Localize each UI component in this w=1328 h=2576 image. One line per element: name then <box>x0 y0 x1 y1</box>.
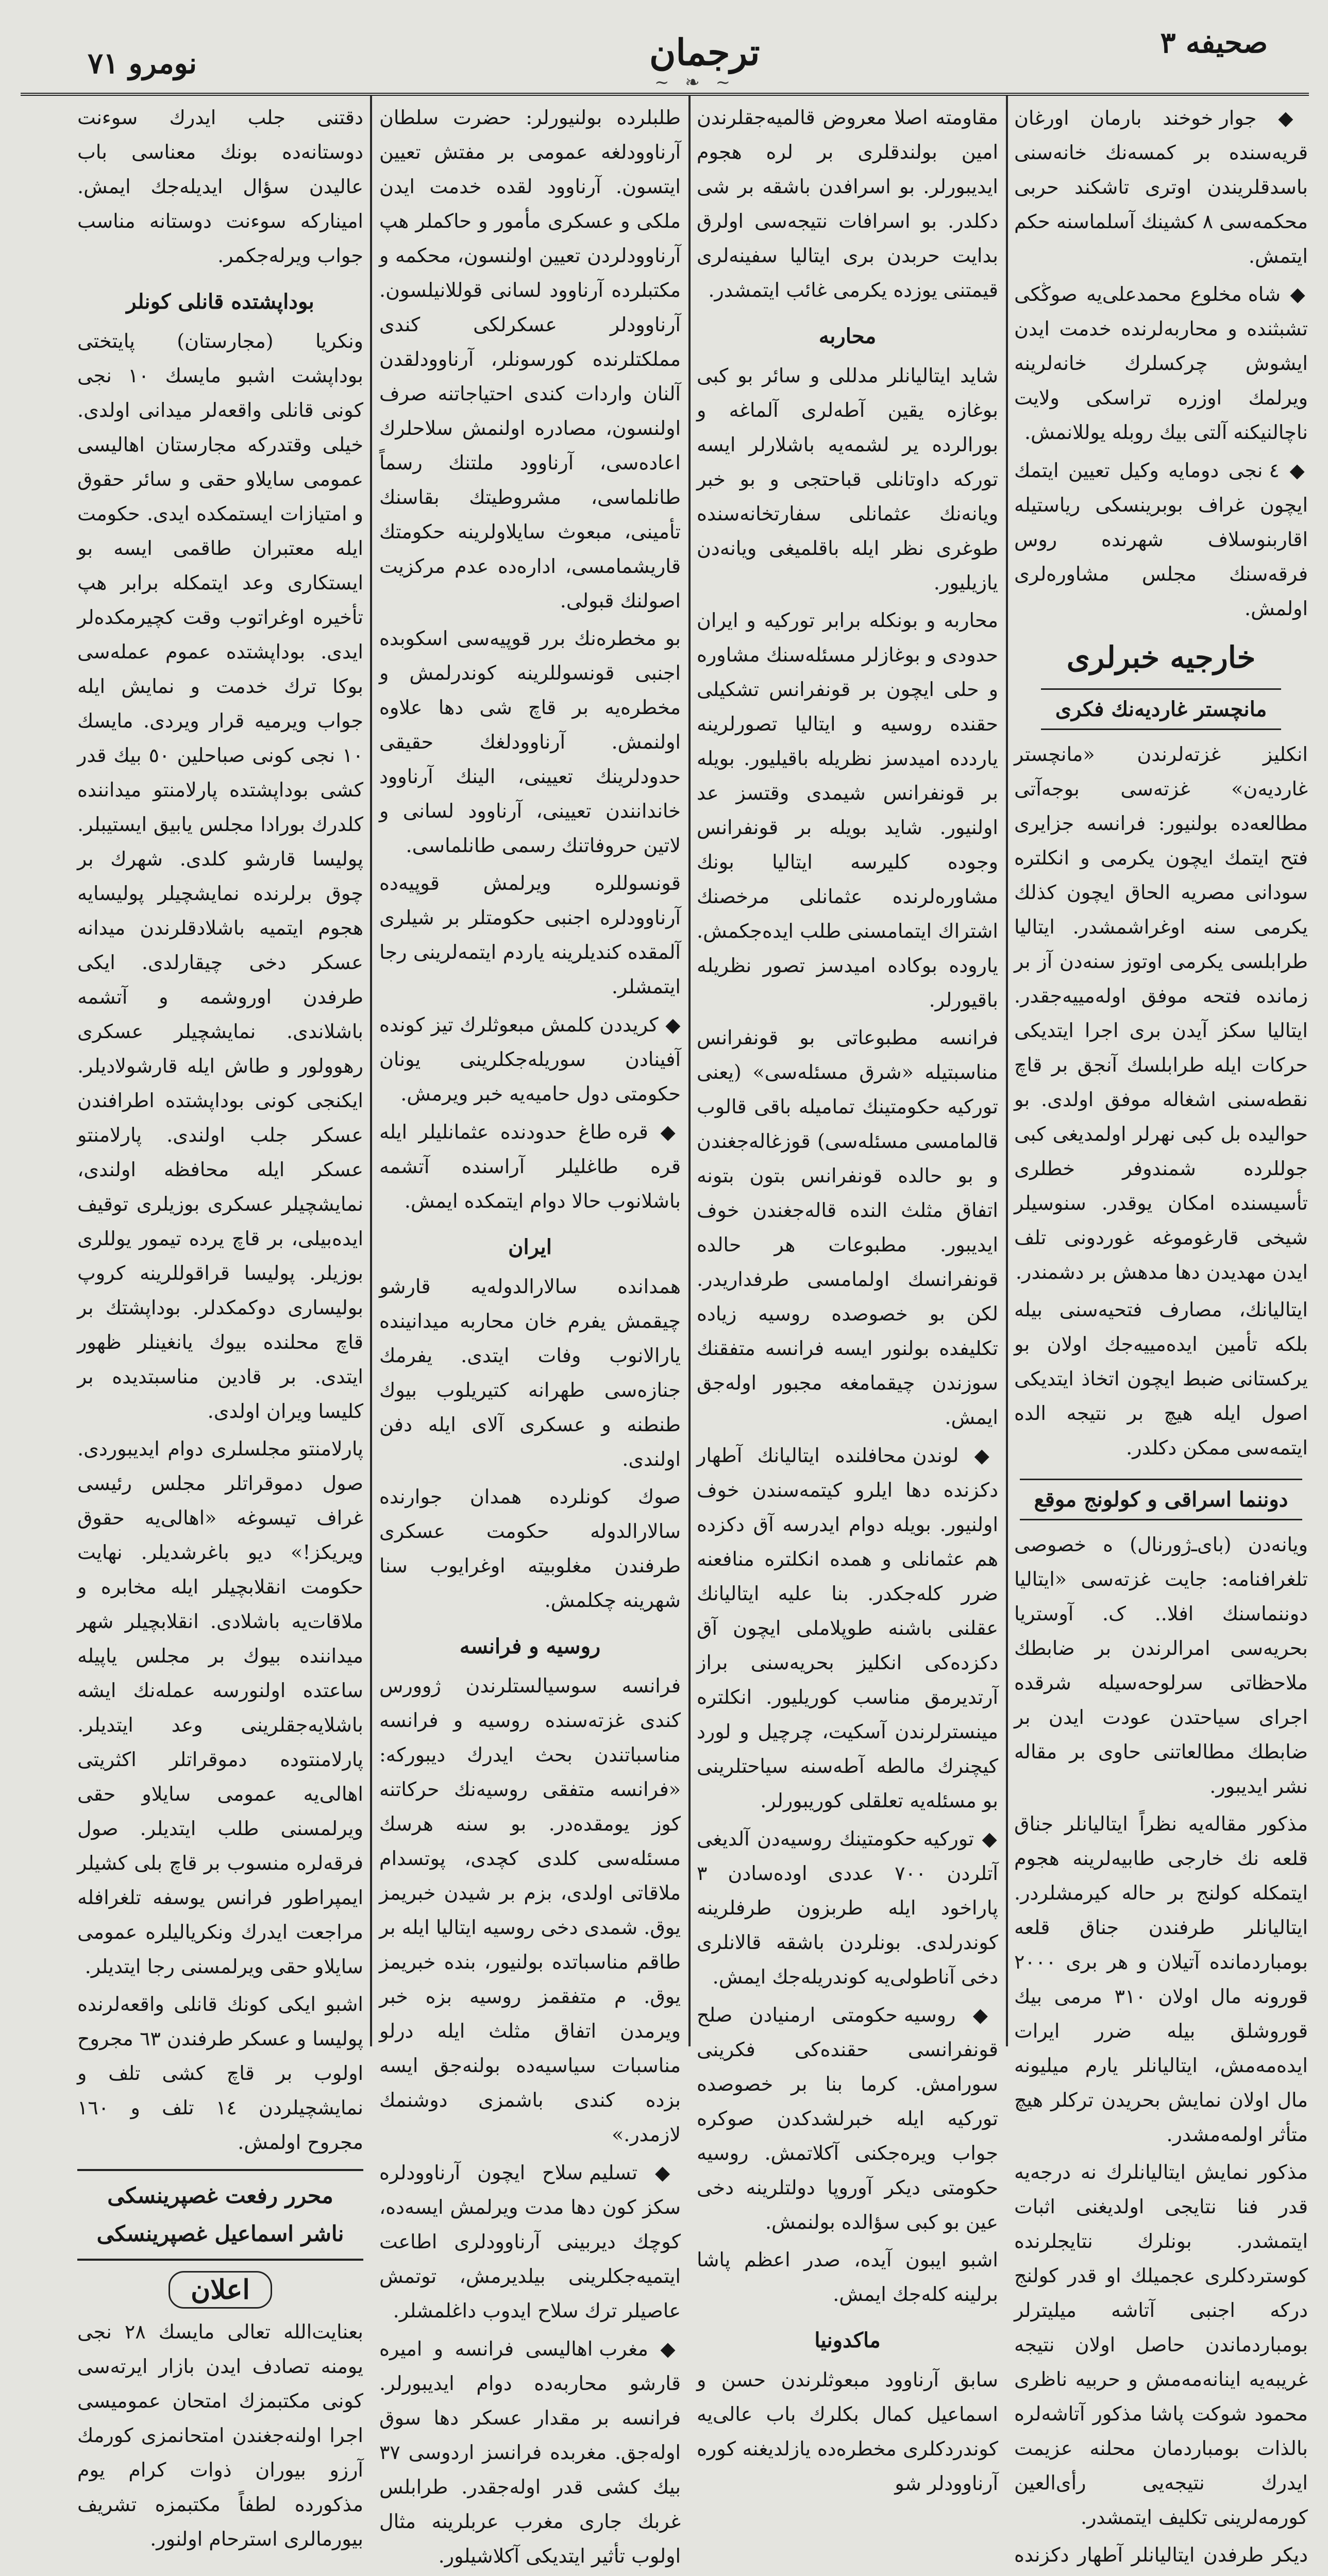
article-paragraph: صوك کونلرده همدان جوارنده سالارالدوله حکومت عسکری طرفندن مغلوبیته اوغرایوب سنا شهرینه چکلمش. <box>379 1485 681 1612</box>
editor-line: محرر رفعت غصپرینسکی <box>107 2183 333 2208</box>
column-rule <box>370 95 372 2046</box>
article-heading: محاربه <box>818 324 877 348</box>
masthead-title: ترجمان <box>649 31 760 74</box>
news-item: ◆ شاه مخلوع محمدعلی‌یه صوڭکی تشبثنده و محاربه‌لرنده خدمت ایدن ایشوش چرکسلرك خانه‌لرینه ویرلمك اوزره تراسکی ولایت ناچالنیکنه آلتی بیك روبله یوللانمش. <box>1014 277 1308 450</box>
article-paragraph: ونکریا (مجارستان) پایتختی بوداپشت اشبو مایسك ١٠ نجی کونی قانلی واقعه‌لر میدانی اولدی. خیلی وقتدرکه مجارستان اهالیسی عمومی سایلاو حقی و سائر حقوق و امتیازات ایستمکده ایدی. حکومت ایله معتبران طاقمی ایسه بو ایستکاری وعد ایتمکله برابر هپ تأخیره اوغراتوب وقت کچیرمکده‌لر ایدی. بوداپشتده عموم عمله‌سی بوکا ترك خدمت و نمایش ایله جواب ویرمیه قرار ویردی. مایسك ١٠ نجی کونی صباحلین ٥٠ بیك قدر کشی بوداپشتده پارلامنتو میداننده کلدرك بورادا مجلس یابیق ایستیبلر. پولیسا قارشو کلدی. شهرك بر چوق برلرنده نمایشچیلر پولیسایه هجوم ایتمیه باشلادقلرندن میدانه عسکر دخی چیقارلدی. ایکی طرفدن اوروشمه و آتشمه باشلاندی. نمایشچیلر عسکری رهوولور و طاش ایله قارشولادیلر. ایکنجی کونی بوداپشتده اطرافندن عسکر جلب اولندی. پارلامنتو عسکر ایله محافظه اولندی، نمایشچیلر عسکری بوزیلری توقیف ایده‌بیلی، بر قاچ یرده تیمور یوللری بوزیلر. پولیسا قراقوللرینه کروپ بولیساری دوکمکدلر. بوداپشتك بر قاچ محلنده بیوك یانغینلر ظهور ایتدی. بر قادین مناسبتدیده بر کلیسا ویران اولدی. <box>77 330 363 1422</box>
announcement-title: اعلان <box>169 2271 272 2309</box>
news-item: ◆ تسلیم سلاح ایچون آرناوودلره سکز کون دها مدت ویرلمش ایسه‌ده، کوچك دیربینی آرناوودلری اطاعت ایتمیه‌جکلرینی بیلدیرمش، توتمش عاصیلر ترك سلاح ایدوب داغلمشلر. <box>379 2155 681 2328</box>
news-item: ◆ کریددن کلمش مبعوثلرك تیز کونده آفینادن سوریله‌جکلرینی یونان حکومتی دول حامیه‌یه خبر ویرمش. <box>379 1007 681 1111</box>
news-item: ◆ قره طاغ حدودنده عثمانلیلر ایله قره طاغلیلر آراسنده آتشمه باشلانوب حالا دوام ایتمکده ایمش. <box>379 1114 681 1218</box>
news-item: ◆ روسیه حکومتی ارمنیادن صلح قونفرانسی حقنده‌کی فکرینی سورامش. کرما بنا بر خصوصده توركیه ایله خبرلشدکدن صوکره جواب ویره‌جکنی آکلاتمش. روسیه حکومتی دیکر آوروپا دولتلرینه دخی عین بو کبی سؤالده بولنمش. <box>697 1997 998 2240</box>
column-2 <box>697 100 998 2495</box>
article-heading: ایران <box>508 1235 552 1259</box>
news-item: ◆ لوندن محافلنده ایتالیانك آطهار دکزنده دها ایلرو کیتمه‌سندن خوف اولنیور. بویله دوام ایدرسه آق دکزده هم عثمانلی و همده انکلتره منافعنه ضرر کله‌جکدر. بنا علیه ایتالیانك عقلنی باشنه طوپلاملی ایچون آق دکزده‌کی انکلیز بحریه‌سنی براز آرتدیرمق مناسب کوریلیور. انکلتره مینسترلرندن آسکیت، چرچیل و لورد کیچنرك مالطه آطه‌سنه سیاحتلرینی بو مسئله‌یه تعلقلی کوریبورلر. <box>697 1438 998 1818</box>
article-paragraph: محاربه و بونکله برابر تورکیه و ایران حدودی و بوغازلر مسئله‌سنك مشاوره و حلی ایچون بر قونفرانس تشکیلی حقنده روسیه و ایتالیا تصورلرینه یاردده امیدسز نظریله باقیلیور. بویله بر قونفرانس شیمدی وقتسز عد اولنیور. شاید بویله بر قونفرانس وجوده کلیرسه ایتالیا بونك مشاوره‌لرنده عثمانلی مرخصنك اشتراك ایتمامسنی طلب ایده‌جکمش. یاروده بوکاده امیدسز تصور نظریله باقیورلر. <box>697 609 998 1011</box>
article-paragraph: فرانسه سوسیالستلرندن ژوورس کندی غزته‌سنده روسیه و فرانسه مناسباتندن بحث ایدرك دیبورکه: «فرانسه متفقی روسیه‌نك حرکاتنه کوز یومقده‌در. بو سنه هرسك مسئله‌سی کلدی کچدی، پوتسدام ملاقاتی اولدی، بزم بر شیدن خبریمز یوق. شمدی دخی روسیه ایتالیا ایله بر طاقم مناسباتده بولنیور، بنده خبریمز یوق. م متفقمز روسیه بزه خبر ویرمدن اتفاق مثلث ایله درلو مناسبات سیاسیه‌ده بولنه‌جق ایسه بزده کندی باشمزی دوشنمك لازمدر.» <box>379 1674 681 2146</box>
divider <box>77 2259 363 2261</box>
article-paragraph: بو مخطره‌نك برر قوپیه‌سی اسکوبده اجنبی قونسوللرینه کوندرلمش و مخطره‌یه بر قاچ شی دها علاوه اولنمش. آرناوودلغك حقیقی حدودلرینك تعیینی، الینك آرناوود خاندانندن تعیینی، آرناوود لسانی و لاتین حروفاتنك رسمی طانلماسی. <box>379 627 681 857</box>
news-item: ◆ ٤ نجی دومایه وکیل تعیین ایتمك ایچون غراف بوبرینسکی ریاستیله اقاربنوسلاف شهرنده روس فرقه‌سنك مجلس مشاوره‌لری اولمش. <box>1014 453 1308 626</box>
article-paragraph: ویانه‌دن (بای‌ـ‌ژورنال) ه خصوصی تلغرافنامه: جایت غزته‌سی «ایتالیا دوننماسنك افلا.. ک. آوستریا بحریه‌سی امرالرندن بر ضابطك ملاحظاتی سرلوحه‌سیله شرقده اجرای سیاحتدن عودت ایدن بر ضابطك مطالعاتنی حاوی بر مقاله نشر ایدیبور. <box>1014 1533 1308 1798</box>
article-paragraph: سابق آرناوود مبعوثلرندن حسن و اسماعیل کمال بکلرك باب عالی‌یه کوندردکلری مخطره‌ده یازلدیغنه کوره آرناوودلر شو <box>697 2368 998 2495</box>
article-heading <box>1014 1479 1308 1520</box>
article-heading-text: مانچستر غاردیه‌نك فکری <box>1041 688 1282 730</box>
article-paragraph: دقتنی جلب ایدرك سوءنت دوستانه‌ده بونك معناسی باب عالیدن سؤال ایدیله‌جك ایمش. امینارکه سوءنت دوستانه مناسب جواب ویرله‌جکمر. <box>77 106 363 267</box>
article-paragraph: قونسوللره ویرلمش قوپیه‌ده آرناوودلره اجنبی حکومتلر بر شیلری آلمقده کندیلرینه یاردم ایتمه‌لرینی رجا ایتمشلر. <box>379 872 681 998</box>
page-number: صحیفه ۳ <box>1160 26 1268 60</box>
announcement-signature <box>77 2572 363 2576</box>
announcement-text: بعنایت‌الله تعالی مایسك ٢٨ نجی یومنه تصادف ایدن بازار ایرته‌سی کونی مکتبمزك امتحان عمومیسی اجرا اولنه‌جغندن امتحانمزی کورمك آرزو بیوران ذوات کرام یوم مذکورده لطفاً مکتبمزه تشریف بیورمالری استرحام اولنور. <box>77 2320 364 2550</box>
article-heading: ماکدونیا <box>814 2328 881 2352</box>
article-paragraph: طلبلرده بولنیورلر: حضرت سلطان آرناوودلغه عمومی بر مفتش تعیین ایتسون. آرناوود لقده خدمت ایدن ملکی و عسکری مأمور و حاکملر هپ آرناوودلردن تعیین اولنسون، محکمه و مکتبلرده آرناوود لسانی قوللانیلسون. آرناوودلر عسکرلکی کندی مملکتلرنده کورسونلر، آرناوودلقدن آلنان واردات کندی احتیاجاتنه صرف اولنسون، مصادره اولنمش سلاحلرك اعاده‌سی، آرناوود ملتنك رسماً طانلماسی، مشروطیتك بقاسنك تأمینی، مبعوث سایلاولرینه حکومتك قاریشمامسی، اداره‌ده عدم مرکزیت اصولنك قبولی. <box>379 106 681 612</box>
article-heading <box>1014 688 1308 730</box>
article-paragraph: پارلامنتو مجلسلری دوام ایدیبوردی. صول دموقراتلر مجلس رئیسی غراف تیسوغه «اهالی‌یه حقوق ویریکز!» دیو باغرشدیلر. نهایت حکومت انقلابچیلر ایله مخابره و ملاقات‌یه باشلادی. انقلابچیلر شهر میداننده بیوك بر مجلس یاپیله ساعتده اولنورسه عمله‌نك ایشه باشلایه‌جقلرینی وعد ایتدیلر. پارلامنتوده دموقراتلر اکثریتی اهالی‌یه عمومی سایلاو حقی ویرلمسنی طلب ایتدیلر. صول فرقه‌لره منسوب بر قاچ بلی کشیلر ایمپراطور فرانس یوسفه تلغرافله مراجعت ایدرك ونکریالیلره عمومی سایلاو حقی ویرلمسنی رجا ایتدیلر. <box>77 1437 363 1978</box>
article-paragraph: فرانسه مطبوعاتی بو قونفرانس مناسبتیله «شرق مسئله‌سی» (یعنی توركیه حکومتینك تمامیله باقی قالوب قالمامسی مسئله‌سی) قوزغاله‌جغندن و بو حالده قونفرانس بتون بتونه اتفاق مثلث النده قاله‌جغندن خوف ایدیبور. مطبوعات هر حالده قونفرانسك اولمامسی طرفداریدر. لکن بو خصوصده روسیه زیاده تکلیفده بولنور ایسه فرانسه متفقنك سوزندن چیقمامغه مجبور اوله‌جق ایمش. <box>697 1026 998 1429</box>
article-paragraph: انکلیز غزته‌لرندن «مانچستر غاردیه‌ن» غزته‌سی بوجه‌آتی مطالعه‌ده بولنیور: فرانسه جزایری فتح ایتمك ایچون یکرمی و انکلتره سودانی مصریه الحاق ایچون کذلك یکرمی سنه اوغراشمشدر. ایتالیا طرابلسی یکرمی اوتوز سنه‌دن آز بر زمانده فتحه موفق اوله‌مییه‌جقدر. ایتالیا سکز آیدن بری اجرا ایتدیکی حرکات ایله طرابلسك آنجق بر قاچ نقطه‌سنی اشغاله موفق اولدی. بو حوالیده بل کبی نهرلر اولمدیغی کبی جوللرده شمندوفر خطلری تأسیسنده امکان یوقدر. سنوسیلر شیخی قارغوموغه غوردونی تلف ایدن مهدیدن دها مدهش بر دشمندر. <box>1014 743 1308 1283</box>
divider <box>77 2169 363 2171</box>
article-paragraph: ایتالیانك، مصارف فتحیه‌سنی بیله بلکه تأمین ایده‌مییه‌جك اولان بو یرکستانی ضبط ایچون اتخاذ ایتدیکی اصول ایله هیچ بر نتیجه الده ایتمه‌سی ممکن دکلدر. <box>1014 1298 1308 1459</box>
news-item: ◆ توركیه حکومتینك روسیه‌دن آلدیغی آتلردن ٧٠٠ عددی اوده‌سادن ٣ پاراخود ایله طربزون طرفلرینه کوندرلدی. بونلردن باشقه قالانلری دخی آناطولی‌یه کوندریله‌جك ایمش. <box>697 1821 998 1994</box>
article-heading: بوداپشتده قانلی کونلر <box>126 290 314 314</box>
announcement-heading <box>77 2271 363 2309</box>
article-heading: روسیه و فرانسه <box>459 1634 601 1658</box>
column-3 <box>379 100 681 2567</box>
article-paragraph: اشبو ایکی کونك قانلی واقعه‌لرنده پولیسا و عسکر طرفندن ٦٣ مجروح اولوب بر قاچ کشی تلف و نمایشچیلردن ١٤ تلف و ١٦٠ مجروح اولمش. <box>77 1993 364 2154</box>
column-1 <box>1014 100 1308 2566</box>
column-rule <box>688 95 691 2046</box>
page-header <box>21 10 1309 96</box>
news-item: ◆ مغرب اهالیسی فرانسه و امیره قارشو محاربه‌ده دوام ایدیبورلر. فرانسه بر مقدار عسکر دها سوق اوله‌جق. مغربده فرانسز اردوسی ٣٧ بیك کشی قدر اوله‌جقدر. طرابلس غربك جاری مغرب عربلرینه مثال اولوب تأثیر ایتدیکی آکلاشیلور. <box>379 2331 681 2573</box>
issue-number: نومرو ٧١ <box>88 46 197 80</box>
article-heading-text: دوننما اسراقی و کولونج موقع <box>1020 1479 1303 1520</box>
news-item: ◆ جوار خوخند بارمان اورغان قریه‌سنده بر کمسه‌نك خانه‌سنی باسدقلریندن اوتری تاشکند حربی محکمه‌سی ٨ کشینك آسلماسنه حکم ایتمش. <box>1014 100 1308 274</box>
masthead-ornament: ~ ❧ ~ <box>654 72 736 93</box>
article-paragraph: اشبو ایبون آیده، صدر اعظم پاشا برلینه کله‌جك ایمش. <box>697 2248 998 2306</box>
article-paragraph: شاید ایتالیانلر مدللی و سائر بو کبی بوغازه یقین آطه‌لری آلماغه و بورالرده یر لشمه‌یه باشلارلر ایسه توركه داوتانلی قباحتجی و بو خبر ویانه‌نك عثمانلی سفارتخانه‌سنده طوغری نظر ایله باقلمیغی ویانه‌دن یازیلیور. <box>697 364 998 594</box>
section-title: خارجیه خبرلری <box>1066 640 1256 675</box>
column-4 <box>77 100 364 2550</box>
article-paragraph: مذکور مقاله‌یه نظراً ایتالیانلر جناق قلعه نك خارجی طابیه‌لرینه هجوم ایتمکله کولنج بر حاله کیرمشلردر. ایتالیانلر طرفندن جناق قلعه بومباردمانده آتیلان و هر بری ٢٠٠٠ قورونه مال اولان ٣١٠ مرمی بیك قوروشلق بیله ضرر ایرات ایده‌مه‌مش، ایتالیانلر یارم میلیونه مال اولان نمایش بحریدن ترکلر هیچ متأثر اولمه‌مشدر. <box>1014 1812 1308 2146</box>
publisher-line: ناشر اسماعیل غصپرینسکی <box>96 2221 344 2246</box>
article-paragraph: مذکور نمایش ایتالیانلرك نه درجه‌یه قدر فنا نتایجی اولدیغنی اثبات ایتمشدر. بونلرك نتایجلرنده کوستردکلری عجمیلك او قدر کولنج درکه اجنبی آتاشه میلیترلر بومباردماندن حاصل اولان نتیجه غریبه‌یه اینانه‌مه‌مش و حربیه ناظری محمود شوکت پاشا مذکور آتاشه‌لره بالذات بومباردمان محلنه عزیمت ایدرك نتیجه‌یی رأی‌العین کورمه‌لرینی تکلیف ایتمشدر. <box>1014 2161 1308 2529</box>
column-rule <box>1006 95 1008 2046</box>
article-paragraph: مقاومته اصلا معروض قالمیه‌جقلرندن امین بولندقلری بر لره هجوم ایدیبورلر. بو اسرافدن باشقه بر شی دکلدر. بو اسرافات نتیجه‌سی اولرق بدایت حربدن بری ایتالیا سفینه‌لری قیمتنی یوزده یکرمی غائب ایتمشدر. <box>697 106 998 301</box>
article-paragraph: همدانده سالارالدوله‌یه قارشو چیقمش یفرم خان محاربه میدانینده یارالانوب وفات ایتدی. یفرمك جنازه‌سی طهرانه کتیریلوب بیوك طنطنه و عسکری آلای ایله دفن اولندی. <box>379 1275 681 1470</box>
article-paragraph: دیکر طرفدن ایتالیانلر آطهار دکزنده <box>1014 2544 1308 2566</box>
